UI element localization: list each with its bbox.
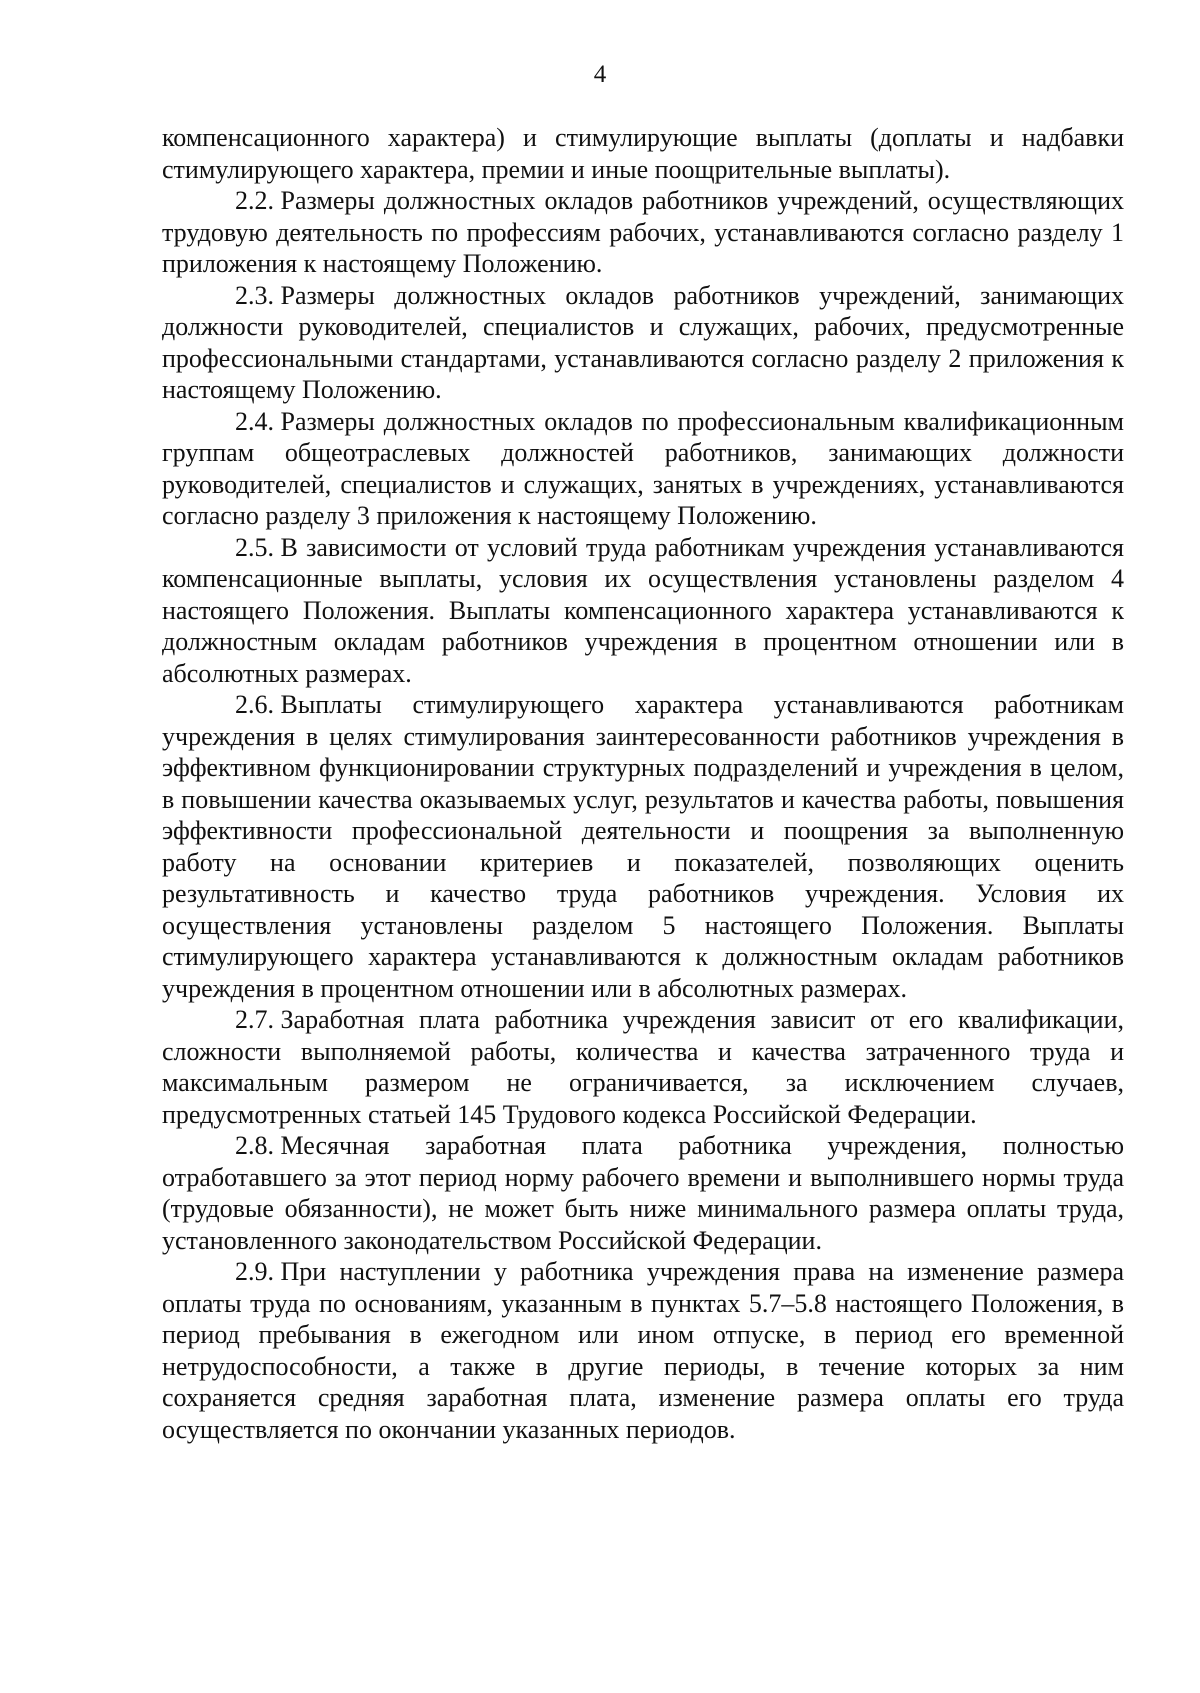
paragraph-text: компенсационного характера) и стимулирующие выплаты (доплаты и надбавки стимулирующего характера, премии и иные поощрительные выплаты). [162, 123, 1124, 184]
paragraph-2-2 [162, 185, 1124, 280]
paragraph-2-6 [162, 689, 1124, 1004]
clause-number: 2.8. [235, 1131, 274, 1160]
clause-number: 2.9. [235, 1257, 274, 1286]
clause-number: 2.4. [235, 406, 274, 436]
paragraph-2-3 [162, 280, 1124, 406]
paragraph-text: При наступлении у работника учреждения права на изменение размера оплаты труда по основаниям, указанным в пунктах 5.7–5.8 настоящего Положения, в период пребывания в ежегодном или ином отпуске, в период его временной нетрудоспособности, а также в другие периоды, в течение которых за ним сохраняется средняя заработная плата, изменение размера оплаты его труда осуществляется по окончании указанных периодов. [162, 1257, 1124, 1444]
clause-number: 2.6. [235, 690, 274, 719]
paragraph-2-4 [162, 406, 1124, 532]
paragraph-2-9 [162, 1256, 1124, 1445]
paragraph-text: Месячная заработная плата работника учреждения, полностью отработавшего за этот период норму рабочего времени и выполнившего нормы труда (трудовые обязанности), не может быть ниже минимального размера оплаты труда, установленного законодательством Российской Федерации. [162, 1131, 1124, 1255]
clause-number: 2.7. [235, 1005, 274, 1034]
paragraph-continuation [162, 122, 1124, 185]
paragraph-text: Заработная плата работника учреждения зависит от его квалификации, сложности выполняемой работы, количества и качества затраченного труда и максимальным размером не ограничивается, за исключением случаев, предусмотренных статьей 145 Трудового кодекса Российской Федерации. [162, 1005, 1124, 1129]
paragraph-2-7 [162, 1004, 1124, 1130]
clause-number: 2.2. [235, 186, 274, 215]
paragraph-text: Размеры должностных окладов работников учреждений, занимающих должности руководителей, специалистов и служащих, рабочих, предусмотренные профессиональными стандартами, устанавливаются согласно разделу 2 приложения к настоящему Положению. [162, 280, 1124, 404]
paragraph-text: Размеры должностных окладов по профессиональным квалификационным группам общеотраслевых должностей работников, занимающих должности руководителей, специалистов и служащих, занятых в учреждениях, устанавливаются согласно разделу 3 приложения к настоящему Положению. [162, 406, 1124, 530]
clause-number: 2.3. [235, 280, 274, 310]
paragraph-text: Выплаты стимулирующего характера устанавливаются работникам учреждения в целях стимулирования заинтересованности работников учреждения в эффективном функционировании структурных подразделений и учреждения в целом, в повышении качества оказываемых услуг, результатов и качества работы, повышения эффективности профессиональной деятельности и поощрения за выполненную работу на основании критериев и показателей, позволяющих оценить результативность и качество труда работников учреждения. Условия их осуществления установлены разделом 5 настоящего Положения. Выплаты стимулирующего характера устанавливаются к должностным окладам работников учреждения в процентном отношении или в абсолютных размерах. [162, 690, 1124, 1003]
paragraph-text: Размеры должностных окладов работников учреждений, осуществляющих трудовую деятельность по профессиям рабочих, устанавливаются согласно разделу 1 приложения к настоящему Положению. [162, 186, 1124, 278]
paragraph-2-8 [162, 1130, 1124, 1256]
paragraph-2-5 [162, 532, 1124, 690]
page-number: 4 [593, 61, 607, 88]
clause-number: 2.5. [235, 532, 274, 562]
document-body [162, 122, 1124, 1445]
paragraph-text: В зависимости от условий труда работникам учреждения устанавливаются компенсационные выплаты, условия их осуществления установлены разделом 4 настоящего Положения. Выплаты компенсационного характера устанавливаются к должностным окладам работников учреждения в процентном отношении или в абсолютных размерах. [162, 532, 1124, 688]
